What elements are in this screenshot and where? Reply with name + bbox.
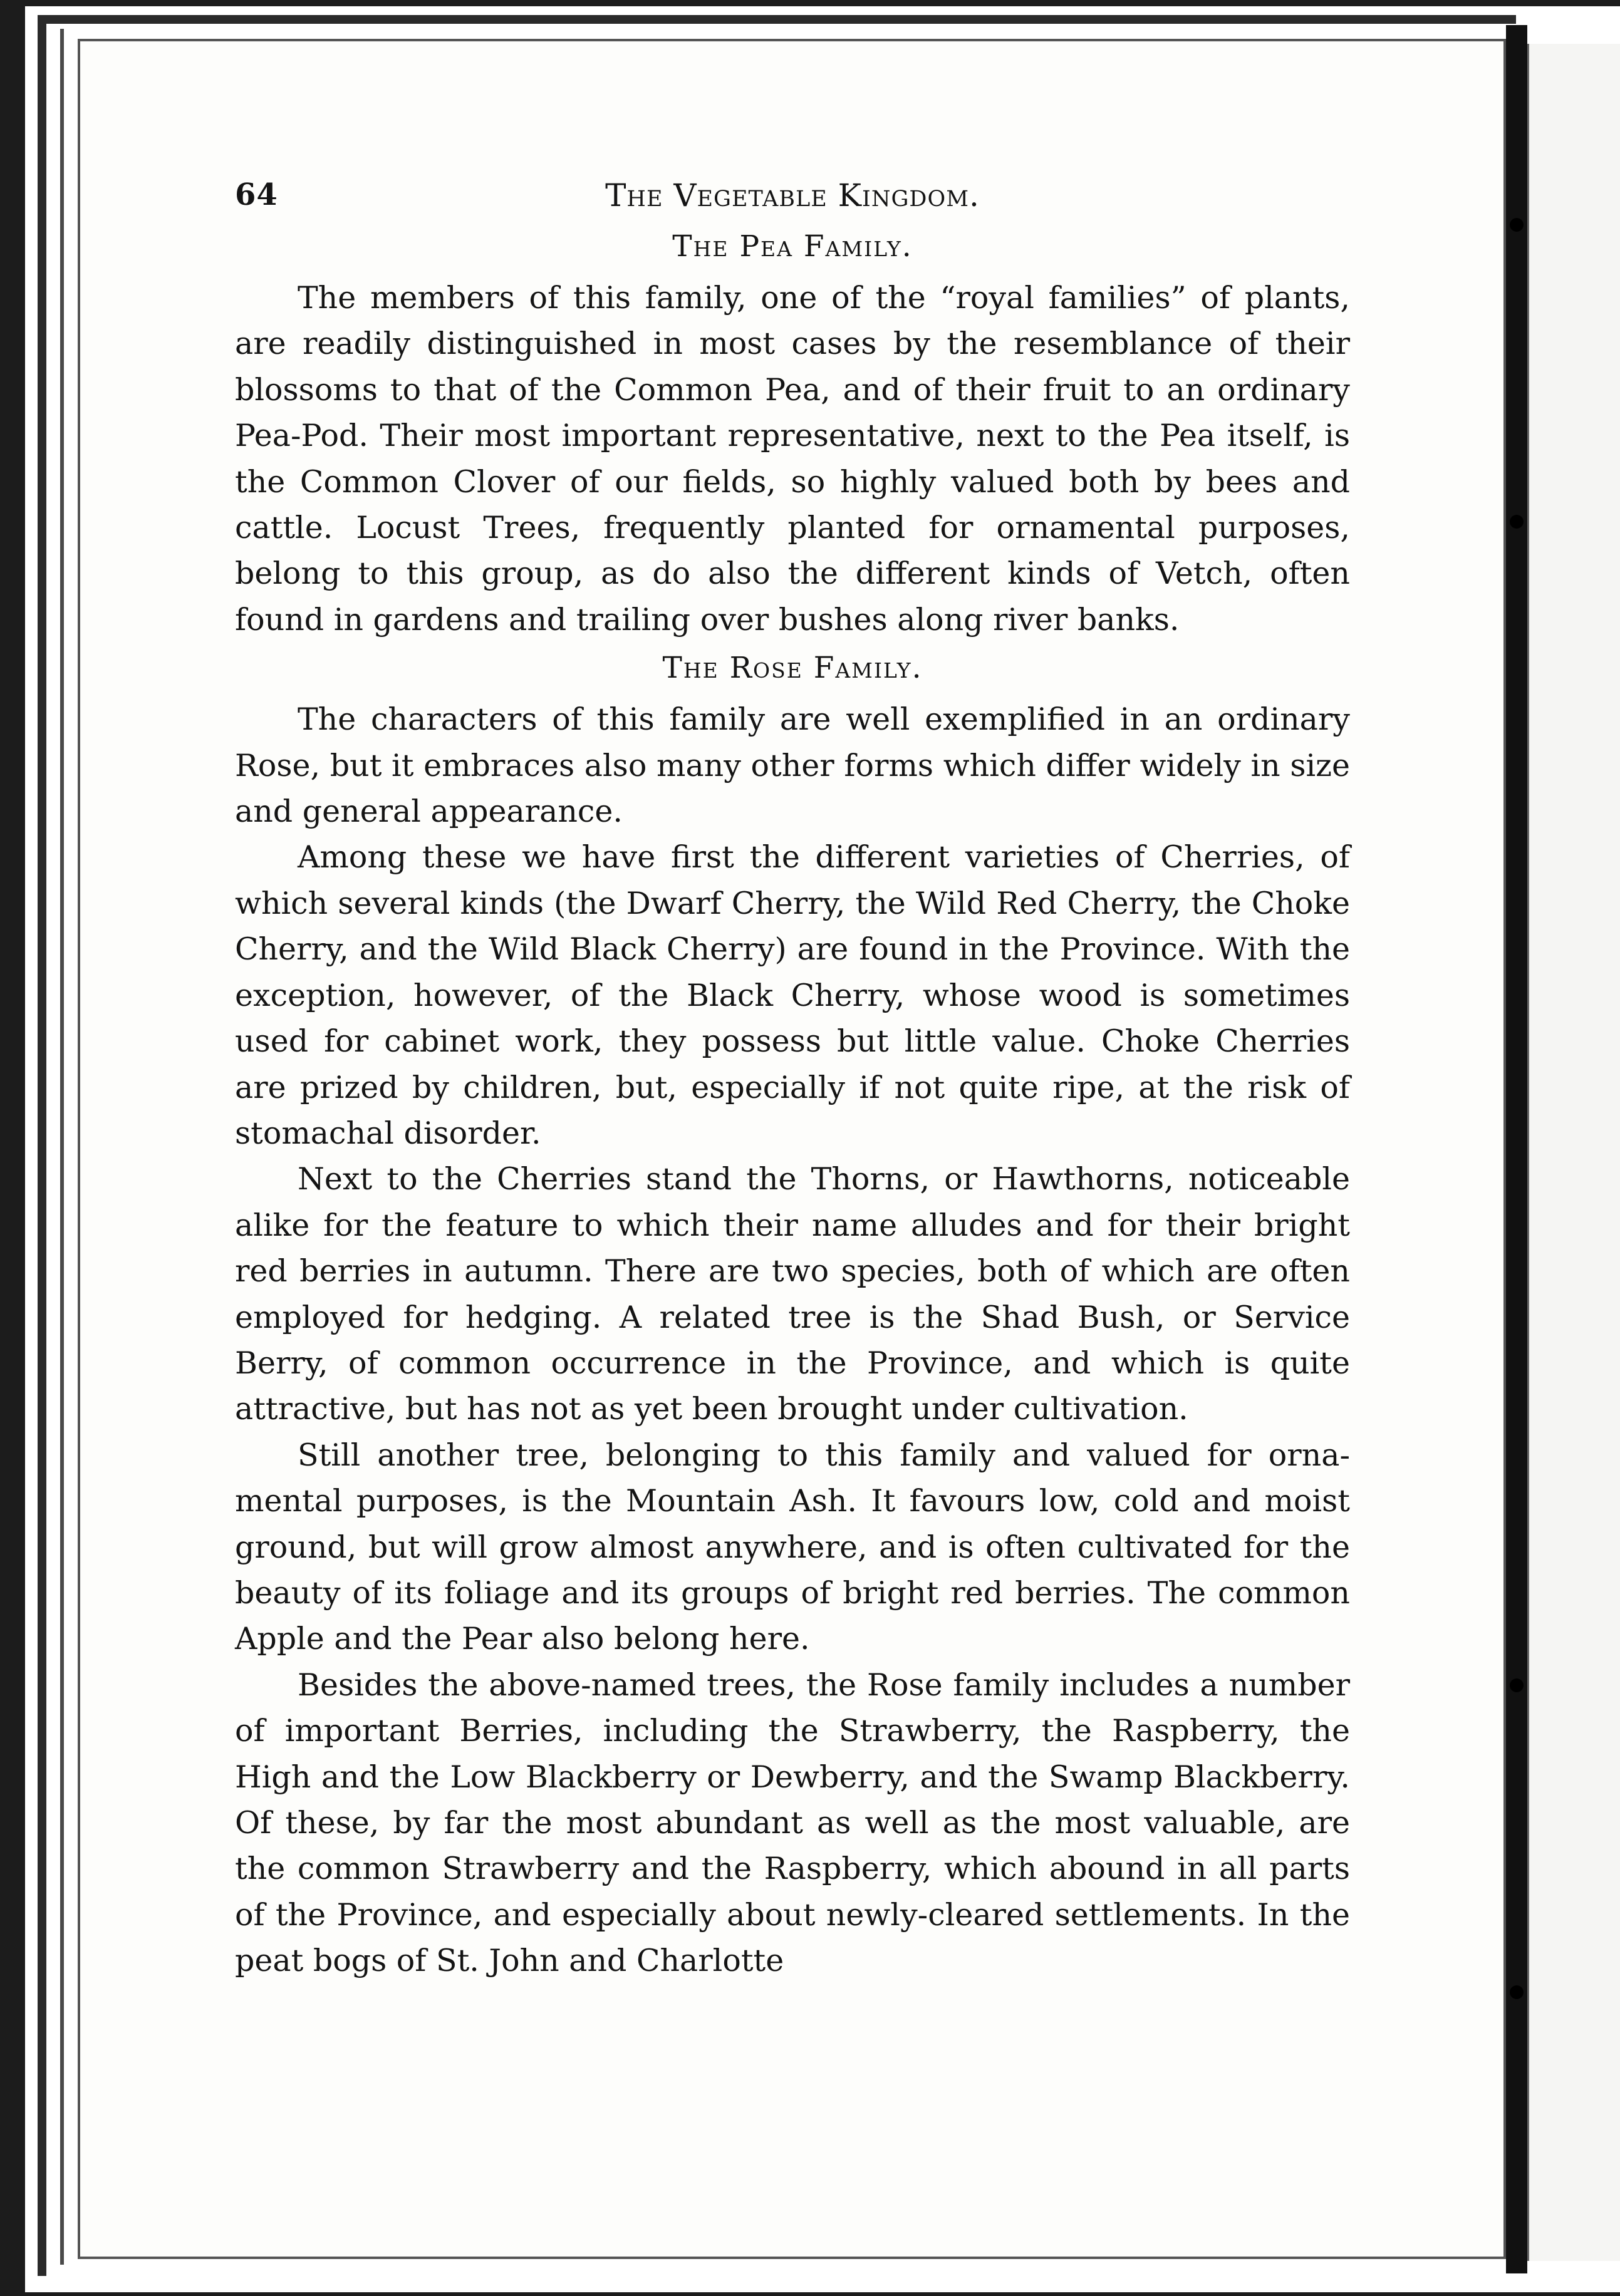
section-heading-pea-family: The Pea Family. — [672, 229, 913, 264]
section-heading-rose-family: The Rose Family. — [662, 651, 923, 686]
page-content — [235, 177, 1350, 1984]
paragraph: Next to the Cherries stand the Thorns, or Hawthorns, noticeable alike for the feature to which their name alludes and for their bright red berries in autumn. There are two species, both of which are often employed for hedging. A related tree is the Shad Bush, or Service Berry, of common occurrence in the Province, and which is quite attractive, but has not as yet been brought under cultivation. — [235, 1161, 1350, 1427]
running-head — [235, 177, 1350, 227]
paragraph: Still another tree, belonging to this family and valued for ornamental purposes, is the Mountain Ash. It favours low, cold and moist ground, but will grow almost anywhere, and is often cultivated for the beauty of its foliage and its groups of bright red berries. The common Apple and the Pear also belong here. — [235, 1437, 1350, 1657]
page-marker-dot — [1510, 1985, 1524, 1999]
paragraph: The members of this family, one of the “royal families” of plants, are readily distinguished in most cases by the resemblance of their blossoms to that of the Common Pea, and of their fruit to an ordinary Pea-Pod. Their most important representative, next to the Pea itself, is the Common Clover of our fields, so highly valued both by bees and cattle. Locust Trees, frequently planted for ornamental purposes, belong to this group, as do also the different kinds of Vetch, often found in gardens and trailing over bushes along river banks. — [235, 280, 1350, 638]
binding-edge-top — [38, 15, 1516, 24]
binding-edge-inner — [60, 29, 64, 2265]
running-title: The Vegetable Kingdom. — [605, 177, 980, 214]
binding-edge-left — [38, 15, 46, 2276]
gutter-shadow — [1506, 25, 1527, 2273]
facing-page-edge — [1527, 44, 1620, 2261]
paragraph: Among these we have first the different varieties of Cherries, of which several kinds (the Dwarf Cherry, the Wild Red Cherry, the Choke Cherry, and the Wild Black Cherry) are found in the Province. With the exception, however, of the Black Cherry, whose wood is sometimes used for cabinet work, they possess but little value. Choke Cherries are prized by children, but, especially if not quite ripe, at the risk of stomachal disorder. — [235, 839, 1350, 1151]
paragraph: Besides the above-named trees, the Rose family includes a number of important Berries, including the Strawberry, the Raspberry, the High and the Low Blackberry or Dewberry, and the Swamp Blackberry. Of these, by far the most abundant as well as the most valuable, are the common Strawberry and the Raspberry, which abound in all parts of the Province, and especially about newly-cleared settlements. In the peat bogs of St. John and Charlotte — [235, 1667, 1350, 1979]
page-marker-dot — [1510, 1678, 1524, 1692]
page-number: 64 — [235, 177, 278, 212]
paragraph: The characters of this family are well exemplified in an ordinary Rose, but it embraces also many other forms which differ widely in size and general appearance. — [235, 701, 1350, 830]
page-marker-dot — [1510, 218, 1524, 232]
page-marker-dot — [1510, 515, 1524, 529]
